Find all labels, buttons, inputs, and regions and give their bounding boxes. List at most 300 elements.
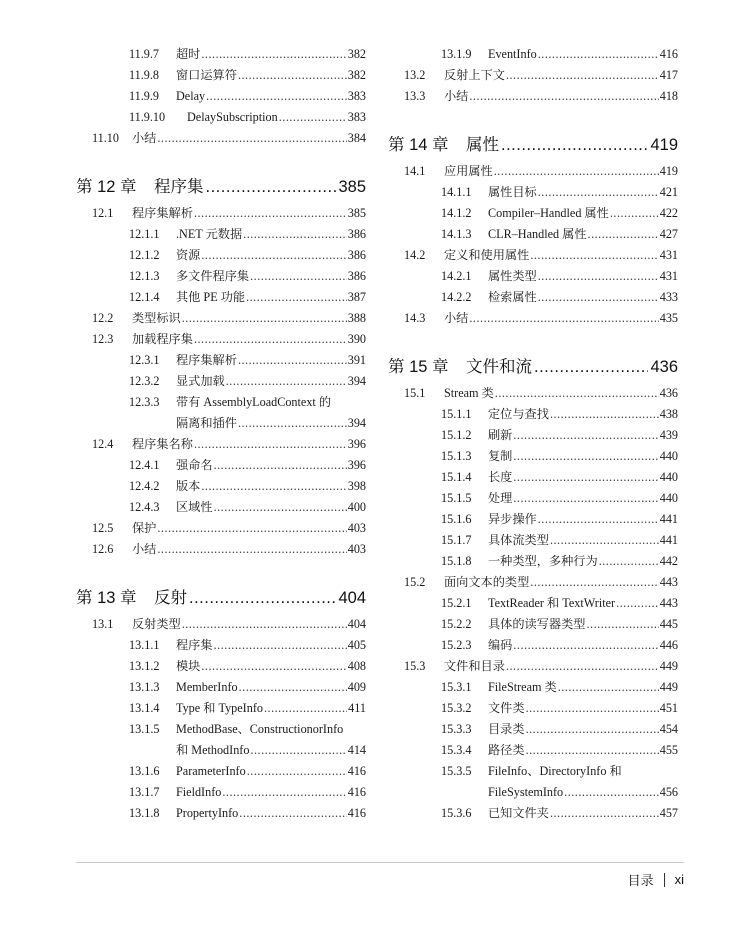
entry-title: 定位与查找 xyxy=(488,407,549,421)
toc-entry[interactable] xyxy=(76,245,366,266)
dot-leader xyxy=(239,677,347,698)
toc-entry[interactable] xyxy=(388,761,678,782)
footer-separator xyxy=(664,873,665,887)
dot-leader xyxy=(526,719,659,740)
dot-leader xyxy=(501,133,648,157)
toc-entry[interactable] xyxy=(388,572,678,593)
entry-title: 版本 xyxy=(176,479,201,493)
dot-leader xyxy=(588,224,659,245)
dot-leader xyxy=(238,65,347,86)
toc-entry[interactable] xyxy=(76,44,366,65)
entry-number: 15.2.3 xyxy=(441,638,472,652)
toc-entry[interactable] xyxy=(388,635,678,656)
toc-right-column xyxy=(388,44,678,824)
dot-leader xyxy=(469,308,658,329)
toc-entry[interactable] xyxy=(76,329,366,350)
entry-title: 编码 xyxy=(488,638,513,652)
toc-entry[interactable] xyxy=(76,107,366,128)
entry-number: 12.6 xyxy=(92,542,114,556)
toc-entry[interactable] xyxy=(388,740,678,761)
toc-entry[interactable] xyxy=(76,371,366,392)
toc-entry[interactable] xyxy=(388,719,678,740)
entry-number: 15.1 xyxy=(404,386,426,400)
entry-title: 资源 xyxy=(176,248,201,262)
toc-entry[interactable] xyxy=(76,782,366,803)
toc-entry[interactable] xyxy=(76,803,366,824)
entry-page: 411 xyxy=(348,701,366,715)
entry-title: 文件和目录 xyxy=(444,659,505,673)
entry-title: FileSystemInfo xyxy=(488,785,564,799)
entry-page: 440 xyxy=(659,449,678,463)
entry-page: 418 xyxy=(659,89,678,103)
entry-number: 13.1.5 xyxy=(129,722,160,736)
dot-leader xyxy=(558,677,659,698)
entry-page: 417 xyxy=(659,68,678,82)
entry-page: 445 xyxy=(659,617,678,631)
entry-page: 382 xyxy=(347,68,366,82)
entry-title: .NET 元数据 xyxy=(176,227,243,241)
entry-number: 12.1 xyxy=(92,206,114,220)
entry-page: 414 xyxy=(347,743,366,757)
chapter-heading-12[interactable] xyxy=(76,159,366,199)
dot-leader xyxy=(538,182,659,203)
dot-leader xyxy=(495,383,659,404)
entry-page: 387 xyxy=(347,290,366,304)
chapter-heading-13[interactable] xyxy=(76,570,366,610)
toc-entry[interactable] xyxy=(388,446,678,467)
toc-entry[interactable] xyxy=(76,455,366,476)
entry-title: 属性目标 xyxy=(488,185,537,199)
entry-page: 396 xyxy=(347,458,366,472)
entry-number: 14.3 xyxy=(404,311,426,325)
entry-number: 14.1.1 xyxy=(441,185,472,199)
entry-title: 强命名 xyxy=(176,458,213,472)
entry-page: 416 xyxy=(347,806,366,820)
entry-title: MethodBase、ConstructionorInfo xyxy=(176,722,344,736)
entry-title: 反射上下文 xyxy=(444,68,505,82)
dot-leader xyxy=(550,404,659,425)
dot-leader xyxy=(513,467,658,488)
dot-leader xyxy=(189,586,336,610)
entry-title: 刷新 xyxy=(488,428,513,442)
entry-page: 383 xyxy=(347,110,366,124)
entry-page: 403 xyxy=(347,521,366,535)
entry-page: 441 xyxy=(659,533,678,547)
entry-title: 程序集解析 xyxy=(132,206,193,220)
dot-leader xyxy=(238,350,347,371)
dot-leader xyxy=(206,175,337,199)
entry-title: 目录类 xyxy=(488,722,525,736)
dot-leader xyxy=(247,761,347,782)
entry-title: Delay xyxy=(176,89,206,103)
entry-page: 438 xyxy=(659,407,678,421)
entry-number: 14.1.3 xyxy=(441,227,472,241)
entry-page: 456 xyxy=(659,785,678,799)
chapter-page: 436 xyxy=(650,358,678,376)
dot-leader xyxy=(526,698,659,719)
entry-page: 433 xyxy=(659,290,678,304)
chapter-title: 属性 xyxy=(466,136,499,154)
entry-number: 15.1.7 xyxy=(441,533,472,547)
entry-number: 12.1.1 xyxy=(129,227,160,241)
entry-number: 13.1.4 xyxy=(129,701,160,715)
entry-title: 程序集名称 xyxy=(132,437,193,451)
toc-entry[interactable] xyxy=(76,350,366,371)
dot-leader xyxy=(157,128,346,149)
entry-number: 12.1.4 xyxy=(129,290,160,304)
entry-title: 复制 xyxy=(488,449,513,463)
entry-number: 14.1 xyxy=(404,164,426,178)
entry-number: 13.1.3 xyxy=(129,680,160,694)
entry-page: 405 xyxy=(347,638,366,652)
toc-entry[interactable] xyxy=(76,434,366,455)
toc-entry[interactable] xyxy=(388,509,678,530)
dot-leader xyxy=(239,803,346,824)
entry-title: FileStream 类 xyxy=(488,680,557,694)
toc-entry[interactable] xyxy=(388,383,678,404)
toc-entry[interactable] xyxy=(388,86,678,107)
entry-number: 15.2.1 xyxy=(441,596,472,610)
dot-leader xyxy=(513,488,658,509)
toc-entry[interactable] xyxy=(388,308,678,329)
entry-page: 385 xyxy=(347,206,366,220)
entry-number: 12.3 xyxy=(92,332,114,346)
toc-entry[interactable] xyxy=(76,65,366,86)
toc-entry[interactable] xyxy=(388,593,678,614)
dot-leader xyxy=(506,656,659,677)
toc-entry[interactable] xyxy=(76,203,366,224)
entry-title: 一种类型，多种行为 xyxy=(488,554,598,568)
entry-page: 436 xyxy=(659,386,678,400)
toc-entry[interactable] xyxy=(76,497,366,518)
toc-entry[interactable] xyxy=(76,392,366,413)
entry-title: 路径类 xyxy=(488,743,525,757)
entry-title: FieldInfo xyxy=(176,785,222,799)
toc-entry[interactable] xyxy=(388,488,678,509)
toc-entry-continuation[interactable] xyxy=(76,740,366,761)
dot-leader xyxy=(226,371,347,392)
toc-entry[interactable] xyxy=(76,128,366,149)
dot-leader xyxy=(201,44,346,65)
entry-number: 12.5 xyxy=(92,521,114,535)
dot-leader xyxy=(506,65,659,86)
dot-leader xyxy=(587,614,659,635)
dot-leader xyxy=(513,635,658,656)
toc-entry[interactable] xyxy=(388,182,678,203)
page-footer xyxy=(628,870,684,889)
entry-page: 455 xyxy=(659,743,678,757)
entry-number: 15.2.2 xyxy=(441,617,472,631)
entry-title: PropertyInfo xyxy=(176,806,239,820)
dot-leader xyxy=(243,224,347,245)
entry-number: 15.1.6 xyxy=(441,512,472,526)
toc-entry[interactable] xyxy=(76,266,366,287)
entry-title: 处理 xyxy=(488,491,513,505)
entry-page: 391 xyxy=(347,353,366,367)
toc-entry[interactable] xyxy=(388,677,678,698)
dot-leader xyxy=(538,287,659,308)
entry-page: 443 xyxy=(659,575,678,589)
entry-page: 409 xyxy=(347,680,366,694)
toc-entry[interactable] xyxy=(76,677,366,698)
entry-title: 程序集 xyxy=(176,638,213,652)
toc-entry[interactable] xyxy=(76,614,366,635)
entry-number: 15.3.3 xyxy=(441,722,472,736)
entry-number: 13.1.6 xyxy=(129,764,160,778)
entry-number: 12.2 xyxy=(92,311,114,325)
entry-title: Stream 类 xyxy=(444,386,494,400)
entry-title: 具体的读写器类型 xyxy=(488,617,586,631)
entry-number: 14.2.1 xyxy=(441,269,472,283)
toc-entry-continuation[interactable] xyxy=(76,413,366,434)
entry-page: 449 xyxy=(659,659,678,673)
entry-number: 15.1.8 xyxy=(441,554,472,568)
toc-entry[interactable] xyxy=(76,86,366,107)
entry-page: 446 xyxy=(659,638,678,652)
dot-leader xyxy=(538,266,659,287)
entry-title: 区域性 xyxy=(176,500,213,514)
entry-title: 文件类 xyxy=(488,701,525,715)
dot-leader xyxy=(214,635,347,656)
chapter-heading-14[interactable] xyxy=(388,117,678,157)
entry-number: 15.1.4 xyxy=(441,470,472,484)
entry-page: 442 xyxy=(659,554,678,568)
dot-leader xyxy=(214,497,347,518)
entry-number: 12.4.2 xyxy=(129,479,160,493)
toc-entry[interactable] xyxy=(76,539,366,560)
entry-title: 已知文件夹 xyxy=(488,806,549,820)
entry-title: 小结 xyxy=(444,89,469,103)
entry-page: 386 xyxy=(347,248,366,262)
toc-entry[interactable] xyxy=(388,656,678,677)
entry-number: 12.1.2 xyxy=(129,248,160,262)
entry-number: 12.3.1 xyxy=(129,353,160,367)
entry-number: 15.1.5 xyxy=(441,491,472,505)
entry-title: 隔离和插件 xyxy=(176,416,237,430)
entry-number: 15.3.6 xyxy=(441,806,472,820)
entry-title: 具体流类型 xyxy=(488,533,549,547)
entry-title: 属性类型 xyxy=(488,269,537,283)
entry-page: 439 xyxy=(659,428,678,442)
entry-title: 超时 xyxy=(176,47,201,61)
toc-entry[interactable] xyxy=(388,287,678,308)
entry-number: 11.9.8 xyxy=(129,68,160,82)
entry-title: 反射类型 xyxy=(132,617,181,631)
entry-page: 382 xyxy=(347,47,366,61)
toc-entry[interactable] xyxy=(76,761,366,782)
entry-page: 454 xyxy=(659,722,678,736)
entry-title: Type 和 TypeInfo xyxy=(176,701,263,715)
entry-title: 小结 xyxy=(132,542,157,556)
entry-number: 12.1.3 xyxy=(129,269,160,283)
entry-title: 和 MethodInfo xyxy=(176,743,250,757)
toc-entry[interactable] xyxy=(388,245,678,266)
toc-entry[interactable] xyxy=(388,161,678,182)
entry-number: 15.3.1 xyxy=(441,680,472,694)
dot-leader xyxy=(201,476,346,497)
dot-leader xyxy=(157,539,346,560)
toc-entry[interactable] xyxy=(388,530,678,551)
entry-number: 12.3.3 xyxy=(129,395,160,409)
dot-leader xyxy=(194,434,347,455)
toc-entry[interactable] xyxy=(76,476,366,497)
chapter-title: 反射 xyxy=(154,589,187,607)
entry-page: 394 xyxy=(347,416,366,430)
entry-title: TextReader 和 TextWriter xyxy=(488,596,616,610)
toc-entry[interactable] xyxy=(76,287,366,308)
toc-entry[interactable] xyxy=(76,635,366,656)
chapter-heading-15[interactable] xyxy=(388,339,678,379)
dot-leader xyxy=(238,413,347,434)
entry-title: 检索属性 xyxy=(488,290,537,304)
toc-entry[interactable] xyxy=(388,44,678,65)
entry-number: 14.2 xyxy=(404,248,426,262)
entry-number: 12.4.3 xyxy=(129,500,160,514)
chapter-page: 419 xyxy=(650,136,678,154)
footer-page-number: xi xyxy=(674,872,684,887)
chapter-number: 第 14 章 xyxy=(388,136,449,154)
entry-number: 14.2.2 xyxy=(441,290,472,304)
entry-page: 435 xyxy=(659,311,678,325)
chapter-page: 404 xyxy=(338,589,366,607)
dot-leader xyxy=(599,551,659,572)
dot-leader xyxy=(538,44,659,65)
entry-page: 416 xyxy=(347,764,366,778)
toc-entry[interactable] xyxy=(388,203,678,224)
entry-number: 13.2 xyxy=(404,68,426,82)
entry-title: 显式加载 xyxy=(176,374,225,388)
entry-page: 388 xyxy=(347,311,366,325)
toc-entry[interactable] xyxy=(388,404,678,425)
toc-entry[interactable] xyxy=(388,614,678,635)
dot-leader xyxy=(469,86,658,107)
entry-title: ParameterInfo xyxy=(176,764,246,778)
entry-title: 其他 PE 功能 xyxy=(176,290,246,304)
toc-entry[interactable] xyxy=(76,308,366,329)
entry-title: 面向文本的类型 xyxy=(444,575,530,589)
entry-number: 15.1.2 xyxy=(441,428,472,442)
toc-entry[interactable] xyxy=(76,698,366,719)
toc-entry[interactable] xyxy=(76,656,366,677)
entry-page: 441 xyxy=(659,512,678,526)
entry-number: 13.3 xyxy=(404,89,426,103)
entry-number: 14.1.2 xyxy=(441,206,472,220)
dot-leader xyxy=(610,203,659,224)
toc-entry[interactable] xyxy=(388,224,678,245)
dot-leader xyxy=(250,740,346,761)
entry-title: 长度 xyxy=(488,470,513,484)
toc-entry-continuation[interactable] xyxy=(388,782,678,803)
entry-title: 异步操作 xyxy=(488,512,537,526)
entry-number: 12.4 xyxy=(92,437,114,451)
entry-title: CLR–Handled 属性 xyxy=(488,227,587,241)
dot-leader xyxy=(530,245,658,266)
dot-leader xyxy=(494,161,659,182)
entry-page: 386 xyxy=(347,269,366,283)
toc-entry[interactable] xyxy=(388,551,678,572)
chapter-page: 385 xyxy=(338,178,366,196)
toc-entry[interactable] xyxy=(388,698,678,719)
dot-leader xyxy=(246,287,347,308)
entry-title: 多文件程序集 xyxy=(176,269,250,283)
entry-page: 384 xyxy=(347,131,366,145)
entry-page: 396 xyxy=(347,437,366,451)
entry-number: 13.1.1 xyxy=(129,638,160,652)
entry-page: 408 xyxy=(347,659,366,673)
entry-title: 模块 xyxy=(176,659,201,673)
dot-leader xyxy=(513,425,658,446)
dot-leader xyxy=(616,593,659,614)
dot-leader xyxy=(194,329,347,350)
entry-number: 13.1.9 xyxy=(441,47,472,61)
entry-number: 15.1.1 xyxy=(441,407,472,421)
entry-page: 457 xyxy=(659,806,678,820)
toc-entry[interactable] xyxy=(76,224,366,245)
entry-title: DelaySubscription xyxy=(187,110,278,124)
chapter-number: 第 12 章 xyxy=(76,178,137,196)
entry-number: 13.1 xyxy=(92,617,114,631)
dot-leader xyxy=(526,740,659,761)
entry-page: 386 xyxy=(347,227,366,241)
entry-page: 416 xyxy=(347,785,366,799)
dot-leader xyxy=(264,698,347,719)
chapter-title: 程序集 xyxy=(154,178,204,196)
entry-number: 15.3.2 xyxy=(441,701,472,715)
entry-number: 13.1.8 xyxy=(129,806,160,820)
toc-entry[interactable] xyxy=(76,719,366,740)
toc-entry[interactable] xyxy=(388,467,678,488)
dot-leader xyxy=(222,782,346,803)
dot-leader xyxy=(279,107,347,128)
entry-page: 431 xyxy=(659,248,678,262)
entry-title: 应用属性 xyxy=(444,164,493,178)
toc-entry[interactable] xyxy=(388,266,678,287)
entry-page: 427 xyxy=(659,227,678,241)
entry-number: 15.3 xyxy=(404,659,426,673)
entry-title: FileInfo、DirectoryInfo 和 xyxy=(488,764,622,778)
entry-number: 15.1.3 xyxy=(441,449,472,463)
chapter-number: 第 13 章 xyxy=(76,589,137,607)
entry-title: 程序集解析 xyxy=(176,353,237,367)
toc-entry[interactable] xyxy=(388,65,678,86)
entry-page: 400 xyxy=(347,500,366,514)
entry-number: 11.10 xyxy=(92,131,119,145)
entry-page: 440 xyxy=(659,491,678,505)
toc-entry[interactable] xyxy=(76,518,366,539)
dot-leader xyxy=(564,782,659,803)
dot-leader xyxy=(538,509,659,530)
footer-divider xyxy=(76,862,684,863)
entry-number: 15.2 xyxy=(404,575,426,589)
dot-leader xyxy=(201,245,346,266)
toc-left-column xyxy=(76,44,366,824)
dot-leader xyxy=(513,446,658,467)
entry-title: 带有 AssemblyLoadContext 的 xyxy=(176,395,332,409)
entry-title: 定义和使用属性 xyxy=(444,248,530,262)
entry-number: 13.1.7 xyxy=(129,785,160,799)
toc-entry[interactable] xyxy=(388,425,678,446)
entry-number: 11.9.9 xyxy=(129,89,160,103)
entry-page: 451 xyxy=(659,701,678,715)
dot-leader xyxy=(530,572,658,593)
chapter-title: 文件和流 xyxy=(466,358,532,376)
dot-leader xyxy=(206,86,347,107)
toc-entry[interactable] xyxy=(388,803,678,824)
chapter-number: 第 15 章 xyxy=(388,358,449,376)
entry-page: 421 xyxy=(659,185,678,199)
entry-number: 12.4.1 xyxy=(129,458,160,472)
entry-page: 449 xyxy=(659,680,678,694)
